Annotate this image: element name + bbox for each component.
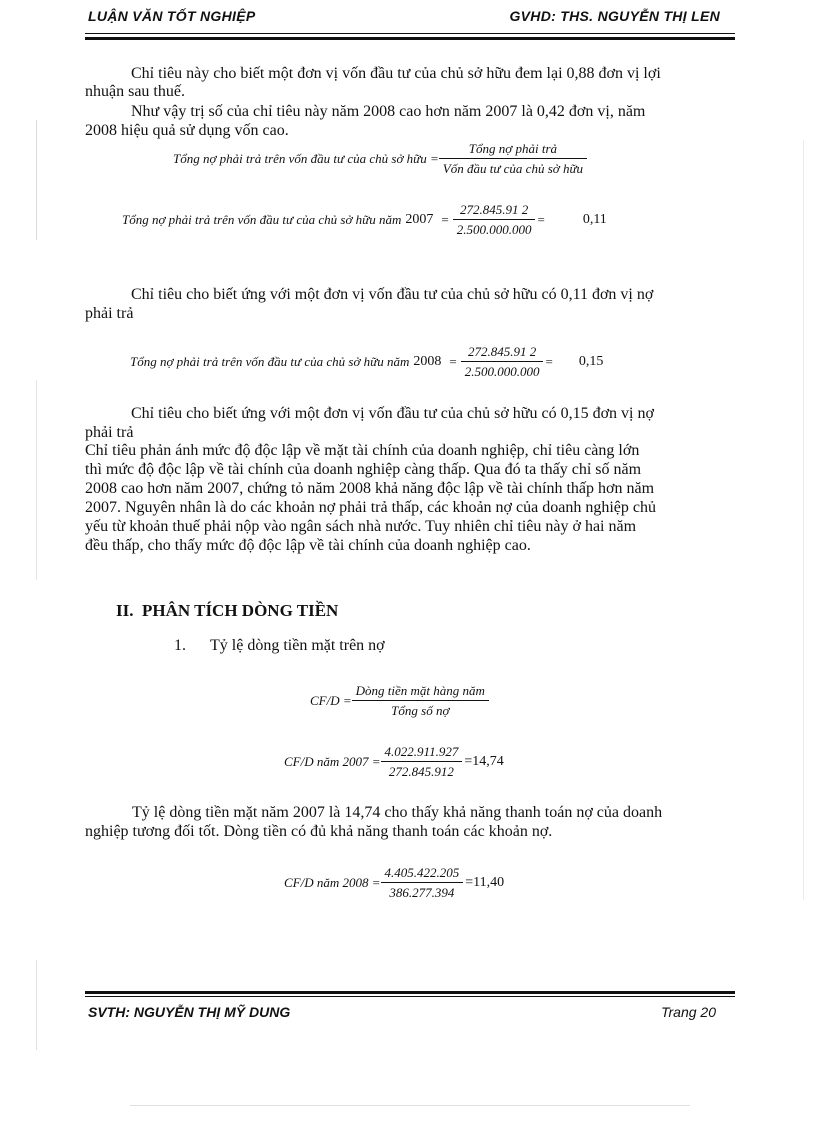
paragraph-line: Chỉ tiêu cho biết ứng với một đơn vị vốn đầu tư của chủ sở hữu có 0,11 đơn vị nợ xyxy=(131,286,654,303)
formula-year: 2007 xyxy=(405,212,434,227)
paragraph-line: Tỷ lệ dòng tiền mặt năm 2007 là 14,74 cho thấy khả năng thanh toán nợ của doanh xyxy=(132,804,663,821)
formula-lhs: Tổng nợ phải trả trên vốn đầu tư của chủ sở hữu năm xyxy=(122,212,402,227)
subsection-title: Tỷ lệ dòng tiền mặt trên nợ xyxy=(210,637,385,654)
fraction-denominator: 386.277.394 xyxy=(389,885,455,900)
fraction-numerator: Dòng tiền mặt hàng năm xyxy=(352,683,489,701)
header-advisor: GVHD: THS. NGUYỄN THỊ LEN xyxy=(509,8,720,24)
fraction xyxy=(381,865,464,901)
formula-result: =11,40 xyxy=(465,875,505,890)
paragraph-line: Chỉ tiêu phản ánh mức độ độc lập về mặt tài chính của doanh nghiệp, chỉ tiêu càng lớn xyxy=(85,442,640,459)
paragraph-line: 2008 hiệu quả sử dụng vốn cao. xyxy=(85,122,289,139)
paragraph-line: phải trả xyxy=(85,305,134,322)
formula-lhs: CF/D = xyxy=(310,693,352,708)
fraction-denominator: 272.845.912 xyxy=(388,764,454,779)
header-rule-thick xyxy=(85,37,735,40)
footer-student: SVTH: NGUYỄN THỊ MỸ DUNG xyxy=(88,1004,291,1020)
fraction xyxy=(461,344,544,380)
formula-year: 2008 xyxy=(413,354,442,369)
footer-rule-thick xyxy=(85,991,735,994)
fraction-numerator: 4.022.911.927 xyxy=(381,744,463,762)
fraction-numerator: 272.845.91 2 xyxy=(453,202,536,220)
paragraph-line: nghiệp tương đối tốt. Dòng tiền có đủ khả năng thanh toán các khoản nợ. xyxy=(85,823,553,840)
fraction xyxy=(439,141,587,177)
scan-artifact xyxy=(803,140,804,900)
paragraph-line: yếu từ khoản thuế phải nộp vào ngân sách nhà nước. Tuy nhiên chỉ tiêu này ở hai năm xyxy=(85,518,637,535)
equals-sign: = xyxy=(449,354,457,369)
equals-sign: = xyxy=(545,354,553,369)
fraction-denominator: 2.500.000.000 xyxy=(456,222,532,237)
header-thesis-title: LUẬN VĂN TỐT NGHIỆP xyxy=(88,8,256,24)
formula-debt-equity-2007 xyxy=(122,202,607,238)
formula-cfd-definition xyxy=(310,683,489,719)
paragraph-line: Như vậy trị số của chỉ tiêu này năm 2008 cao hơn năm 2007 là 0,42 đơn vị, năm xyxy=(131,103,646,120)
header-rule-thin xyxy=(85,33,735,34)
section-number: II. xyxy=(116,601,134,620)
formula-result: 0,11 xyxy=(582,212,607,227)
formula-lhs: Tổng nợ phải trả trên vốn đầu tư của chủ sở hữu năm xyxy=(130,354,410,369)
formula-result: =14,74 xyxy=(464,754,504,769)
fraction-denominator: Tổng số nợ xyxy=(391,703,450,718)
equals-sign: = xyxy=(537,212,545,227)
footer-rule-thin xyxy=(85,996,735,997)
fraction-numerator: Tổng nợ phải trả xyxy=(439,141,587,159)
formula-cfd-2008 xyxy=(284,865,504,901)
scan-artifact xyxy=(130,1105,690,1106)
fraction xyxy=(381,744,463,780)
scan-artifact xyxy=(36,960,37,1050)
formula-lhs: Tổng nợ phải trả trên vốn đầu tư của chủ sở hữu = xyxy=(173,151,439,166)
paragraph-line: Chỉ tiêu này cho biết một đơn vị vốn đầu tư của chủ sở hữu đem lại 0,88 đơn vị lợi xyxy=(131,65,661,82)
fraction-denominator: 2.500.000.000 xyxy=(464,364,540,379)
subsection-number: 1. xyxy=(174,637,186,654)
footer-page-number: Trang 20 xyxy=(661,1004,716,1020)
formula-result: 0,15 xyxy=(578,354,604,369)
paragraph-line: nhuận sau thuế. xyxy=(85,83,185,100)
paragraph-line: Chỉ tiêu cho biết ứng với một đơn vị vốn đầu tư của chủ sở hữu có 0,15 đơn vị nợ xyxy=(131,405,654,422)
paragraph-line: 2008 cao hơn năm 2007, chứng tỏ năm 2008 khả năng độc lập về tài chính thấp hơn năm xyxy=(85,480,655,497)
fraction-numerator: 272.845.91 2 xyxy=(461,344,544,362)
formula-lhs: CF/D năm 2007 = xyxy=(284,754,381,769)
formula-debt-equity-definition xyxy=(173,141,587,177)
scan-artifact xyxy=(36,120,37,240)
fraction-denominator: Vốn đầu tư của chủ sở hữu xyxy=(442,161,584,176)
equals-sign: = xyxy=(441,212,449,227)
fraction xyxy=(352,683,489,719)
scan-artifact xyxy=(36,380,37,580)
paragraph-line: phải trả xyxy=(85,424,134,441)
paragraph-line: đều thấp, cho thấy mức độ độc lập về tài chính của doanh nghiệp cao. xyxy=(85,537,531,554)
paragraph-line: 2007. Nguyên nhân là do các khoản nợ phải trả thấp, các khoản nợ của doanh nghiệp chủ xyxy=(85,499,656,516)
formula-cfd-2007 xyxy=(284,744,504,780)
section-title: PHÂN TÍCH DÒNG TIỀN xyxy=(142,601,339,620)
fraction-numerator: 4.405.422.205 xyxy=(381,865,464,883)
formula-lhs: CF/D năm 2008 = xyxy=(284,875,381,890)
formula-debt-equity-2008 xyxy=(130,344,603,380)
fraction xyxy=(453,202,536,238)
paragraph-line: thì mức độ độc lập về tài chính của doanh nghiệp càng thấp. Qua đó ta thấy chỉ số năm xyxy=(85,461,642,478)
